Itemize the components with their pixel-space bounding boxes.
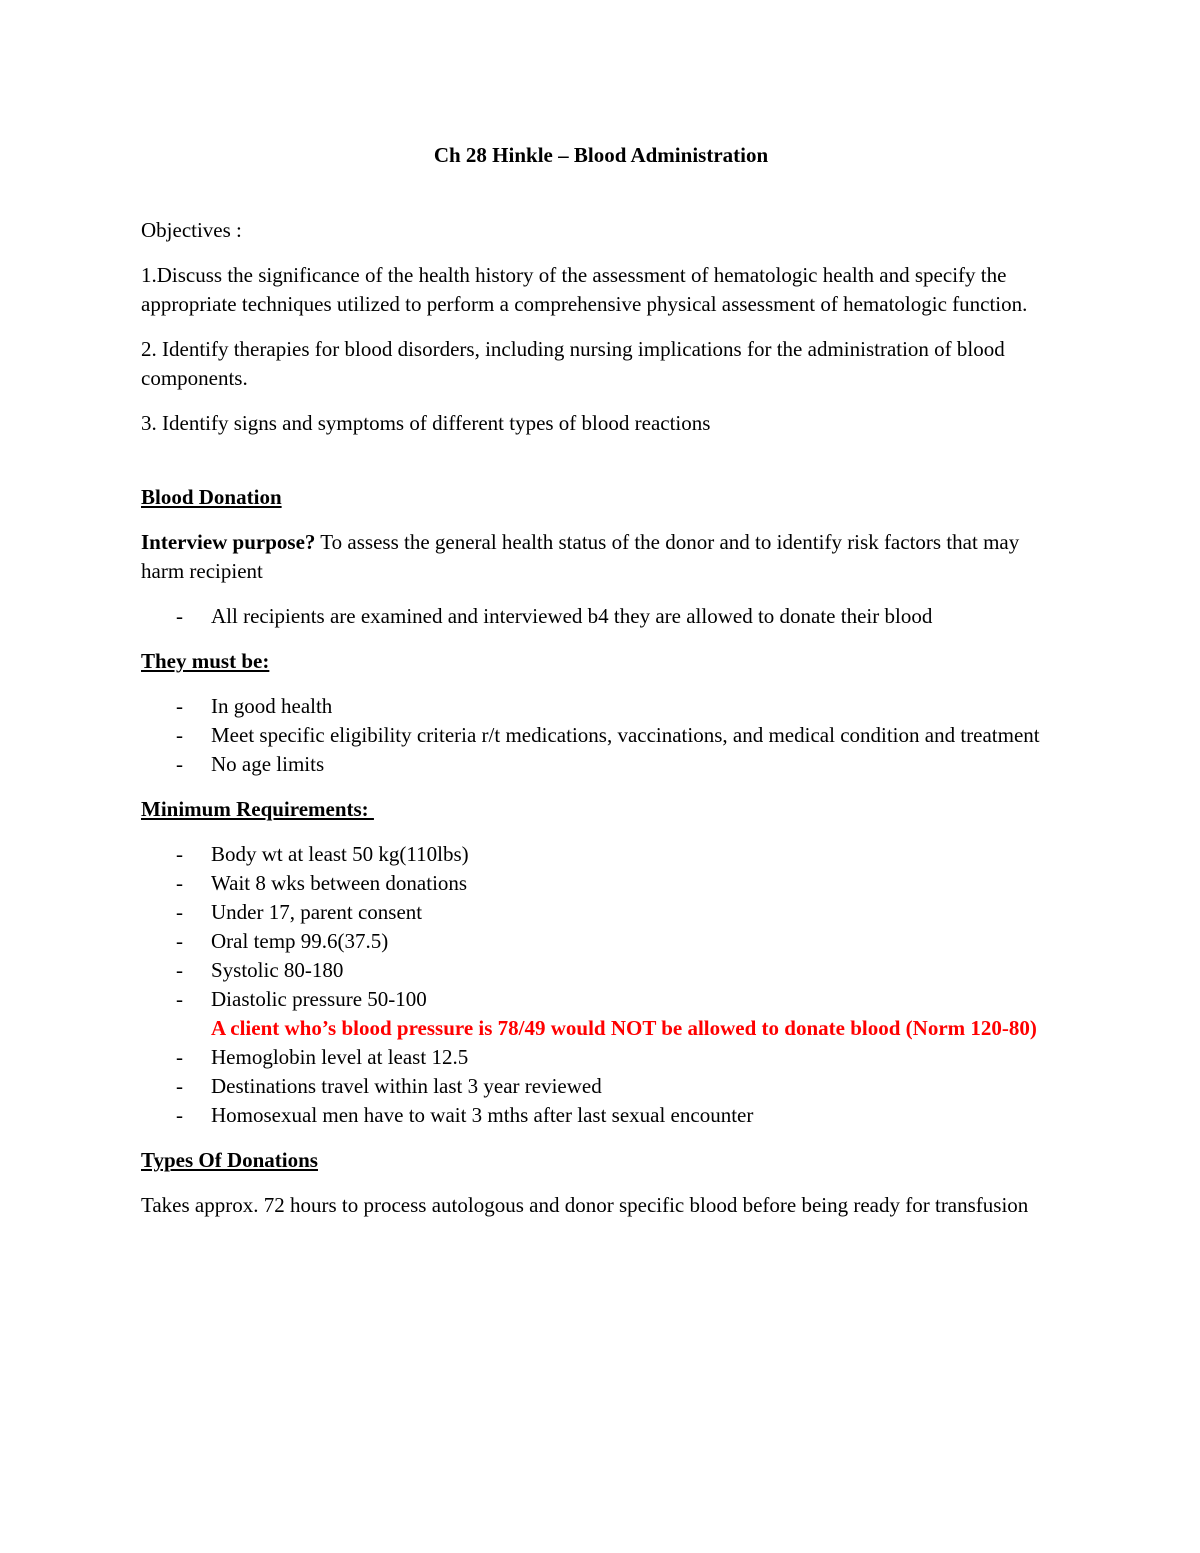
interview-list [141, 602, 1061, 631]
interview-label: Interview purpose? [141, 530, 316, 554]
list-item-diastolic [141, 985, 1061, 1043]
must-be-list [141, 692, 1061, 779]
section-spacer [141, 454, 1061, 483]
blood-donation-heading: Blood Donation [141, 485, 282, 509]
must-be-heading: They must be: [141, 649, 270, 673]
list-item: - No age limits [141, 750, 1061, 779]
list-item: - Systolic 80-180 [141, 956, 1061, 985]
interview-paragraph [141, 528, 1061, 586]
document-body [141, 141, 1061, 1236]
list-item: - In good health [141, 692, 1061, 721]
objective-2: 2. Identify therapies for blood disorders, including nursing implications for the administration of blood components. [141, 337, 1005, 390]
objectives-label: Objectives : [141, 218, 242, 242]
list-item: - All recipients are examined and interviewed b4 they are allowed to donate their blood [141, 602, 1061, 631]
list-item: - Destinations travel within last 3 year reviewed [141, 1072, 1061, 1101]
types-of-donations-heading: Types Of Donations [141, 1148, 318, 1172]
list-item: - Hemoglobin level at least 12.5 [141, 1043, 1061, 1072]
list-item: - Oral temp 99.6(37.5) [141, 927, 1061, 956]
interview-text: To assess the general health status of the donor and to identify risk factors that may harm recipient [141, 530, 1020, 583]
objective-3: 3. Identify signs and symptoms of different types of blood reactions [141, 411, 711, 435]
blood-pressure-note: A client who’s blood pressure is 78/49 would NOT be allowed to donate blood (Norm 120-80) [211, 1016, 1037, 1040]
list-item: - Wait 8 wks between donations [141, 869, 1061, 898]
minimum-requirements-list [141, 840, 1061, 1130]
types-of-donations-text: Takes approx. 72 hours to process autologous and donor specific blood before being ready for transfusion [141, 1193, 1029, 1217]
list-item: - Body wt at least 50 kg(110lbs) [141, 840, 1061, 869]
list-item: - Homosexual men have to wait 3 mths after last sexual encounter [141, 1101, 1061, 1130]
list-item: - Meet specific eligibility criteria r/t medications, vaccinations, and medical condition and treatment [141, 721, 1061, 750]
list-item: - Under 17, parent consent [141, 898, 1061, 927]
page-title: Ch 28 Hinkle – Blood Administration [433, 143, 769, 167]
objective-1: 1.Discuss the significance of the health history of the assessment of hematologic health and specify the appropriate techniques utilized to perform a comprehensive physical assessment of hematologic function. [141, 263, 1028, 316]
list-item-text: Diastolic pressure 50-100 [211, 987, 427, 1011]
minimum-requirements-heading: Minimum Requirements: [141, 797, 374, 821]
